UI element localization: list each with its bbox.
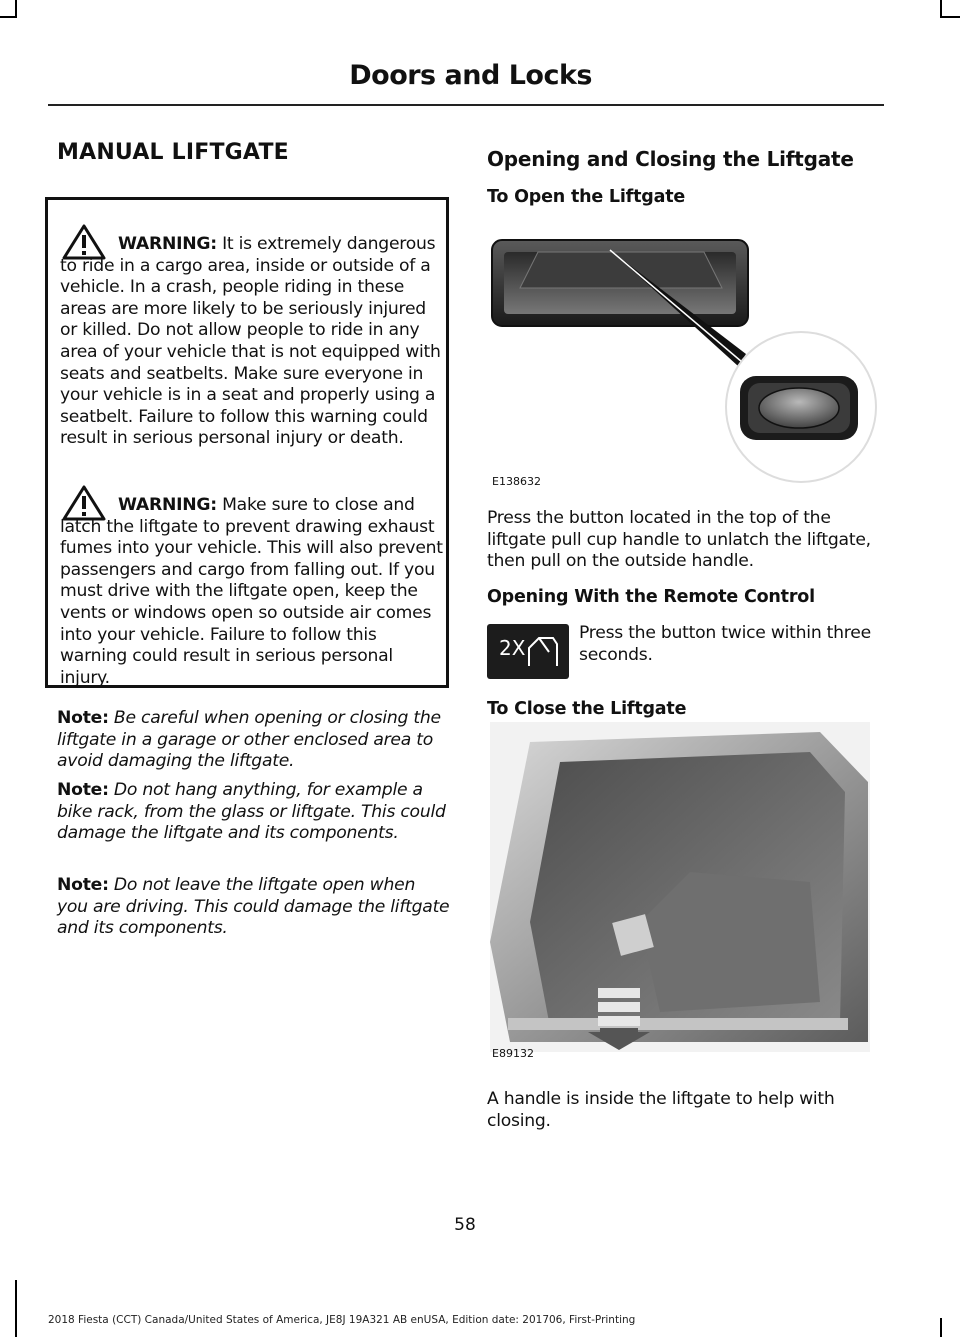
close-instructions: A handle is inside the liftgate to help with closing. — [487, 1089, 835, 1131]
warning-triangle-icon — [62, 224, 106, 260]
liftgate-remote-icon — [487, 624, 569, 679]
page-number: 58 — [454, 1215, 476, 1235]
crop-mark — [0, 16, 16, 18]
header-rule — [48, 104, 884, 106]
warning-label: WARNING: — [118, 234, 217, 254]
note-label: Note: — [57, 708, 109, 728]
warning-label: WARNING: — [118, 495, 217, 515]
liftgate-interior-illustration — [490, 722, 870, 1052]
crop-mark — [942, 16, 960, 18]
note-3 — [57, 875, 451, 940]
image-code: E89132 — [492, 1047, 534, 1060]
warning-1 — [60, 234, 446, 450]
liftgate-handle-illustration — [490, 236, 880, 486]
note-label: Note: — [57, 875, 109, 895]
subheading-open: To Open the Liftgate — [487, 187, 686, 207]
crop-mark — [940, 1318, 942, 1337]
warning-text: Make sure to close and latch the liftgate to prevent drawing exhaust fumes into your vehicle. This will also prevent passengers and cargo from falling out. If you must drive with the liftgate open, keep the vents or windows open so outside air comes into your vehicle. Failure to follow this warning could result in serious personal injury. — [60, 495, 443, 688]
warning-box — [45, 197, 449, 688]
note-text: Do not leave the liftgate open when you are driving. This could damage the liftgate and its components. — [57, 875, 450, 939]
page-heading: MANUAL LIFTGATE — [57, 140, 289, 165]
crop-mark — [15, 1280, 17, 1337]
warning-2 — [60, 495, 446, 689]
remote-instructions: Press the button twice within three seconds. — [579, 623, 871, 665]
open-instructions: Press the button located in the top of the liftgate pull cup handle to unlatch the liftgate, then pull on the outside handle. — [487, 508, 871, 572]
remote-icon-label: 2X — [499, 636, 526, 660]
subheading-close: To Close the Liftgate — [487, 699, 687, 719]
left-column — [57, 140, 457, 165]
section-heading: Opening and Closing the Liftgate — [487, 147, 854, 171]
warning-triangle-icon — [62, 485, 106, 521]
note-text: Do not hang anything, for example a bike rack, from the glass or liftgate. This could damage the liftgate and its components. — [57, 780, 446, 844]
note-label: Note: — [57, 780, 109, 800]
subheading-remote: Opening With the Remote Control — [487, 587, 815, 607]
note-2 — [57, 780, 451, 845]
warning-text: It is extremely dangerous to ride in a cargo area, inside or outside of a vehicle. In a crash, people riding in these areas are more likely to be seriously injured or killed. Do not allow people to ride in any area of your vehicle that is not equipped with seats and seatbelts. Make sure everyone in your vehicle is in a seat and properly using a seatbelt. Failure to follow this warning could result in serious personal injury or death. — [60, 234, 441, 449]
note-text: Be careful when opening or closing the liftgate in a garage or other enclosed area to avoid damaging the liftgate. — [57, 708, 441, 772]
section-title: Doors and Locks — [349, 60, 592, 91]
footer-edition-info: 2018 Fiesta (CCT) Canada/United States of America, JE8J 19A321 AB enUSA, Edition date: 201706, First-Printing — [48, 1314, 636, 1326]
note-1 — [57, 708, 451, 773]
image-code: E138632 — [492, 475, 541, 488]
open-liftgate-icon — [523, 634, 561, 668]
